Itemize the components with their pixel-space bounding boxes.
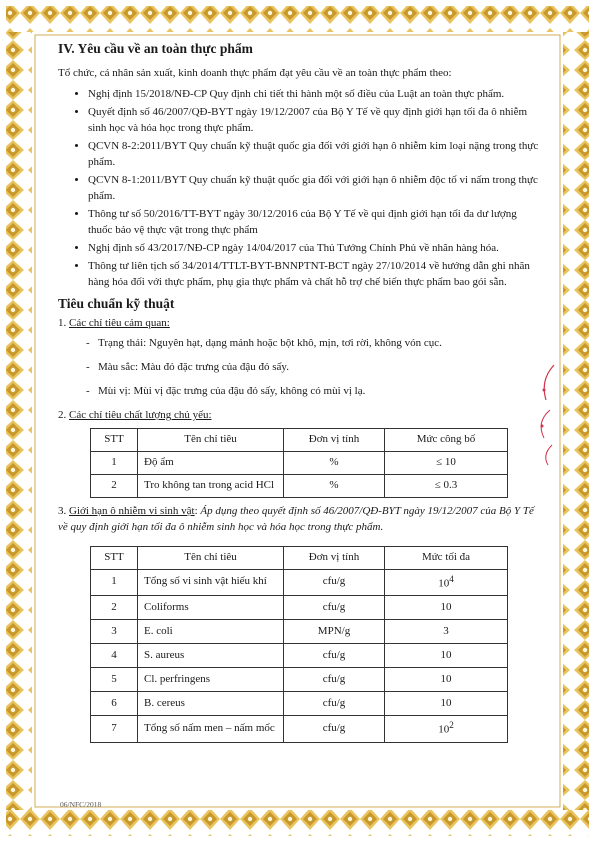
table-row: 3 E. coli MPN/g 3	[91, 620, 508, 644]
table-row: 4 S. aureus cfu/g 10	[91, 644, 508, 668]
list-item: • Nghị định số 43/2017/NĐ-CP ngày 14/04/2017 của Thủ Tướng Chính Phủ về nhãn hàng hóa.	[88, 241, 543, 257]
micro-heading: 3. Giới hạn ô nhiễm vi sinh vật: Áp dụng theo quyết định số 46/2007/QĐ-BYT ngày 19/12/2007 của Bộ Y Tế về quy định giới hạn tối đa ô nhiễm sinh học và hóa học trong thực phẩm.	[58, 504, 534, 533]
sensory-list	[58, 336, 543, 400]
footer-code: 06/NFC/2018	[60, 800, 102, 809]
document-page	[58, 40, 543, 743]
quality-table	[90, 428, 508, 498]
table-row: 1 Độ ẩm % ≤ 10	[91, 451, 508, 474]
table-row: 2 Coliforms cfu/g 10	[91, 596, 508, 620]
list-item: • Thông tư liên tịch số 34/2014/TTLT-BYT-BNNPTNT-BCT ngày 27/10/2014 về hướng dẫn ghi nhãn hàng hóa đối với thực phẩm, phụ gia thực phẩm và chất hỗ trợ chế biến thực phẩm bao gói sẵn.	[88, 259, 543, 291]
section-title: IV. Yêu cầu về an toàn thực phẩm	[58, 41, 253, 56]
table-row: 7 Tổng số nấm men – nấm mốc cfu/g $10^2$	[91, 716, 508, 743]
list-item: - Trạng thái: Nguyên hạt, dạng mảnh hoặc bột khô, mịn, tơi rời, không vón cục.	[86, 337, 442, 350]
list-item: • Thông tư số 50/2016/TT-BYT ngày 30/12/2016 của Bộ Y Tế về qui định giới hạn tối đa dư lượng thuốc bảo vệ thực vật trong thực phẩm	[88, 207, 543, 239]
list-item: • QCVN 8-1:2011/BYT Quy chuẩn kỹ thuật quốc gia đối với giới hạn ô nhiễm độc tố vi nấm trong thực phẩm.	[88, 173, 543, 205]
micro-table	[90, 546, 508, 743]
table-row: 2 Tro không tan trong acid HCl % ≤ 0.3	[91, 474, 508, 497]
table-row: 5 Cl. perfringens cfu/g 10	[91, 668, 508, 692]
table-header-row: STT Tên chỉ tiêu Đơn vị tính Mức tối đa	[91, 546, 508, 569]
sensory-heading: 1. Các chỉ tiêu cảm quan:	[58, 317, 170, 330]
section-intro: Tổ chức, cá nhân sản xuất, kinh doanh thực phẩm đạt yêu cầu về an toàn thực phẩm theo:	[58, 66, 452, 79]
list-item: - Mùi vị: Mùi vị đặc trưng của đậu đỏ sấy, không có mùi vị lạ.	[86, 385, 366, 398]
list-item: - Màu sắc: Màu đỏ đặc trưng của đậu đỏ sấy.	[86, 361, 289, 374]
table-row: 6 B. cereus cfu/g 10	[91, 692, 508, 716]
regulation-list	[58, 87, 543, 290]
list-item: • Nghị định 15/2018/NĐ-CP Quy định chi tiết thi hành một số điều của Luật an toàn thực phẩm.	[88, 87, 543, 103]
quality-heading: 2. Các chỉ tiêu chất lượng chủ yếu:	[58, 409, 212, 422]
standards-title: Tiêu chuẩn kỹ thuật	[58, 295, 175, 311]
list-item: • Quyết định số 46/2007/QĐ-BYT ngày 19/12/2007 của Bộ Y Tế về quy định giới hạn tối đa ô nhiễm sinh học và hóa học trong thực phẩm.	[88, 105, 543, 137]
table-row: 1 Tổng số vi sinh vật hiếu khí cfu/g $10^4$	[91, 569, 508, 596]
list-item: • QCVN 8-2:2011/BYT Quy chuẩn kỹ thuật quốc gia đối với giới hạn ô nhiễm kim loại nặng trong thực phẩm.	[88, 139, 543, 171]
table-header-row: STT Tên chỉ tiêu Đơn vị tính Mức công bố	[91, 428, 508, 451]
